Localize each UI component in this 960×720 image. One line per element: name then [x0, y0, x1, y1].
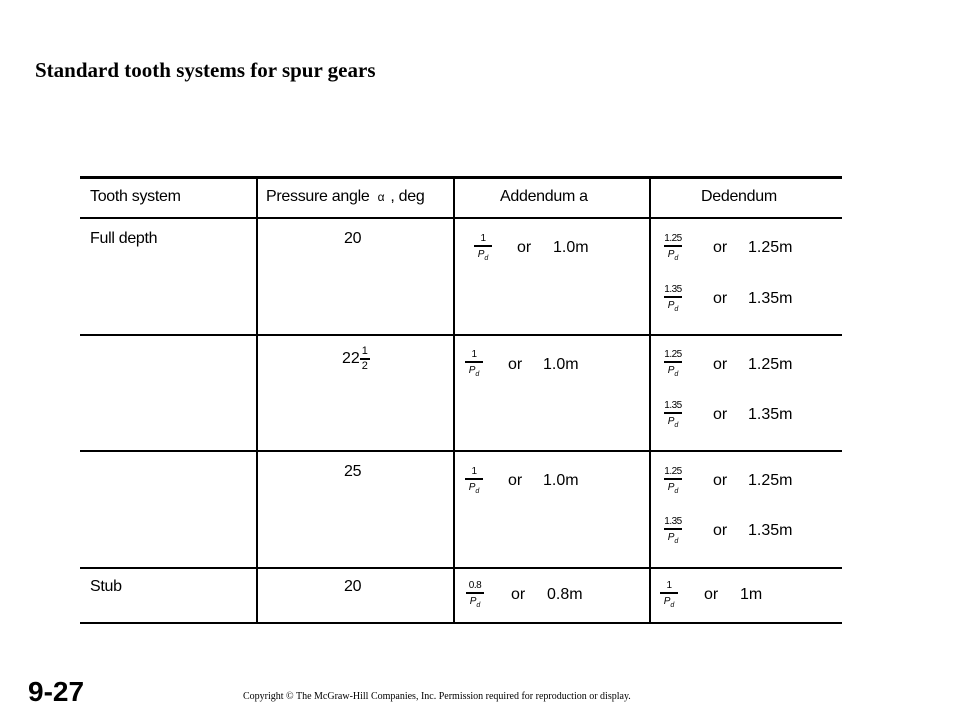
row3-angle: 25 — [344, 463, 362, 480]
row2-addendum-fraction: 1 $P_d$ — [463, 349, 485, 380]
row1-addendum-value: 1.0m — [553, 239, 589, 256]
row1-dedendum1-or: or — [713, 239, 728, 256]
row2-dedendum2-value: 1.35m — [748, 406, 793, 423]
row-rule-1 — [80, 334, 842, 336]
header-addendum: Addendum a — [500, 188, 588, 205]
row3-addendum-fraction: 1 $P_d$ — [463, 466, 485, 497]
row1-dedendum2-value: 1.35m — [748, 290, 793, 307]
header-rule — [80, 217, 842, 219]
row1-angle: 20 — [344, 230, 362, 247]
table-top-rule — [80, 176, 842, 179]
alpha-symbol: α — [377, 190, 385, 204]
row3-addendum-or: or — [508, 472, 523, 489]
row1-dedendum2-fraction: 1.35 $P_d$ — [664, 284, 682, 313]
row-rule-3 — [80, 567, 842, 569]
row4-angle: 20 — [344, 578, 362, 595]
row3-dedendum2-fraction: 1.35 $P_d$ — [664, 516, 682, 545]
header-dedendum: Dedendum — [701, 188, 777, 205]
table-bottom-rule — [80, 622, 842, 624]
row4-addendum-or: or — [511, 586, 526, 603]
tooth-system-table — [80, 176, 842, 624]
row1-system: Full depth — [90, 230, 158, 247]
row4-dedendum-fraction: 1 $P_d$ — [658, 580, 680, 611]
row2-dedendum2-or: or — [713, 406, 728, 423]
row3-dedendum1-or: or — [713, 472, 728, 489]
copyright-notice: Copyright © The McGraw-Hill Companies, Inc. Permission required for reproduction or display. — [243, 691, 631, 702]
row4-dedendum-or: or — [704, 586, 719, 603]
header-deg: , deg — [390, 188, 425, 205]
row-rule-2 — [80, 450, 842, 452]
row2-angle: 22 $\frac{1}{2}$ — [342, 345, 368, 372]
col-rule-3 — [649, 176, 651, 624]
row1-addendum-fraction: 1 $P_d$ — [472, 233, 494, 264]
row1-dedendum1-fraction: 1.25 $P_d$ — [664, 233, 682, 262]
header-pressure-angle-label: Pressure angle — [266, 188, 370, 205]
row2-dedendum1-value: 1.25m — [748, 356, 793, 373]
row3-dedendum2-or: or — [713, 522, 728, 539]
col-rule-2 — [453, 176, 455, 624]
slide-number: 9-27 — [28, 676, 85, 707]
row3-dedendum2-value: 1.35m — [748, 522, 793, 539]
row2-dedendum2-fraction: 1.35 $P_d$ — [664, 400, 682, 429]
header-pressure-angle — [266, 188, 424, 206]
row3-dedendum1-value: 1.25m — [748, 472, 793, 489]
row4-addendum-value: 0.8m — [547, 586, 583, 603]
row4-addendum-fraction: 0.8 $P_d$ — [464, 580, 486, 611]
row2-addendum-or: or — [508, 356, 523, 373]
row4-dedendum-value: 1m — [740, 586, 763, 603]
row1-dedendum2-or: or — [713, 290, 728, 307]
row2-addendum-value: 1.0m — [543, 356, 579, 373]
row1-addendum-or: or — [517, 239, 532, 256]
row3-addendum-value: 1.0m — [543, 472, 579, 489]
row1-dedendum1-value: 1.25m — [748, 239, 793, 256]
row4-system: Stub — [90, 578, 122, 595]
row2-dedendum1-fraction: 1.25 $P_d$ — [664, 349, 682, 378]
header-tooth-system: Tooth system — [90, 188, 181, 205]
col-rule-1 — [256, 176, 258, 624]
page-title: Standard tooth systems for spur gears — [35, 58, 376, 82]
row3-dedendum1-fraction: 1.25 $P_d$ — [664, 466, 682, 495]
row2-dedendum1-or: or — [713, 356, 728, 373]
